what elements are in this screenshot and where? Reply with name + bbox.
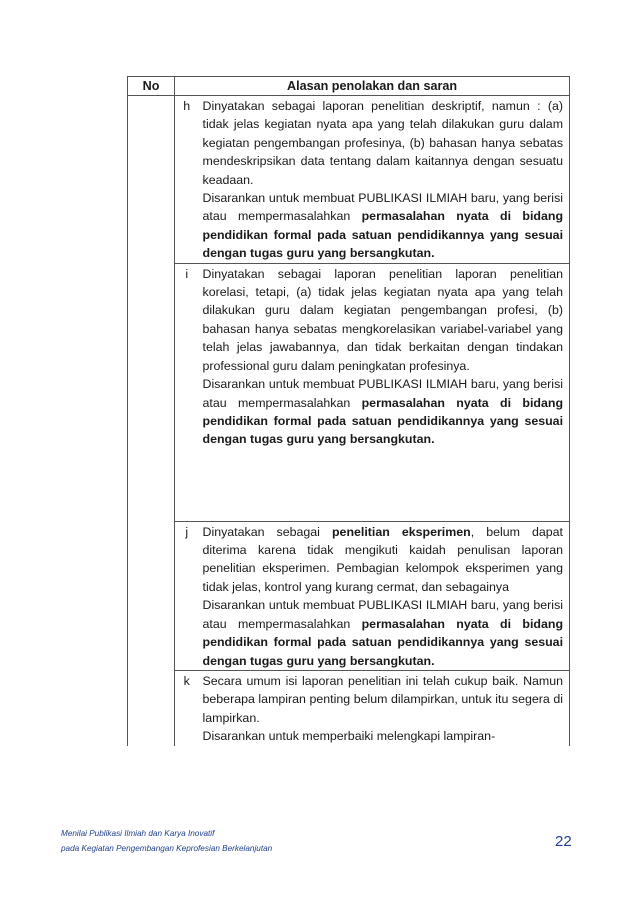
advice-text (203, 189, 564, 263)
advice-bold: permasalahan nyata di bidang pendidikan formal pada satuan pendidikannya yang sesuai dengan tugas guru yang bersangkutan. (202, 616, 564, 668)
row-letter: i (175, 263, 199, 521)
no-cell (128, 96, 175, 746)
table-header-row (128, 77, 570, 96)
header-alasan: Alasan penolakan dan saran (175, 77, 570, 96)
page-number: 22 (555, 833, 572, 850)
row-letter: h (175, 96, 199, 264)
row-content (199, 263, 570, 521)
advice-plain: Disarankan untuk membuat PUBLIKASI ILMIAH baru, yang berisi atau mempermasalahkan (202, 377, 564, 410)
table-row (128, 670, 570, 745)
row-content (199, 96, 570, 264)
row-letter: j (175, 521, 199, 670)
table-row (128, 263, 570, 521)
row-content (199, 670, 570, 745)
table-row (128, 96, 570, 264)
advice-text (203, 375, 564, 449)
row-letter: k (175, 670, 199, 745)
reason-text (203, 523, 564, 597)
rejection-reasons-table (127, 76, 570, 746)
advice-bold: permasalahan nyata di bidang pendidikan formal pada satuan pendidikannya yang sesuai dengan tugas guru yang bersangkutan. (202, 209, 564, 261)
reason-text: Dinyatakan sebagai laporan penelitian deskriptif, namun : (a) tidak jelas kegiatan nyata apa yang telah dilakukan guru dalam kegiatan pengembangan profesinya, (b) bahasan hanya sebatas mendeskripsikan data tentang dalam kaitannya dengan sesuatu keadaan. (202, 99, 564, 187)
reason-text: Secara umum isi laporan penelitian ini telah cukup baik. Namun beberapa lampiran penting belum dilampirkan, untuk itu segera di lampirkan. (202, 673, 564, 725)
advice-plain: Disarankan untuk membuat PUBLIKASI ILMIAH baru, yang berisi atau mempermasalahkan (202, 598, 564, 631)
row-content (199, 521, 570, 670)
reason-text: Dinyatakan sebagai laporan penelitian laporan penelitian korelasi, tetapi, (a) tidak jelas kegiatan nyata apa yang telah dilakukan guru dalam kegiatan pengembangan profesi, (b) bahasan hanya sebatas mengkorelasikan variabel-variabel yang telah jelas jawabannya, dan tidak berkaitan dengan tindakan professional guru dalam peningkatan profesinya. (202, 266, 564, 373)
footer-line-1: Menilai Publikasi Ilmiah dan Karya Inovatif (61, 829, 215, 838)
advice-plain: Disarankan untuk membuat PUBLIKASI ILMIAH baru, yang berisi atau mempermasalahkan (202, 191, 564, 224)
header-no: No (128, 77, 175, 96)
table-row (128, 521, 570, 670)
advice-bold: permasalahan nyata di bidang pendidikan formal pada satuan pendidikannya yang sesuai dengan tugas guru yang bersangkutan. (202, 395, 564, 447)
page-footer (61, 826, 272, 856)
advice-text: Disarankan untuk memperbaiki melengkapi lampiran- (202, 729, 496, 744)
reason-bold: penelitian eksperimen (331, 524, 471, 539)
reason-pre: Dinyatakan sebagai (202, 524, 320, 539)
reason-post: , belum dapat diterima karena tidak mengikuti kaidah penulisan laporan penelitian eksperimen. Pembagian kelompok eksperimen yang tidak jelas, kontrol yang kurang cermat, dan sebagainya (202, 524, 564, 594)
advice-text (203, 596, 564, 670)
footer-line-2: pada Kegiatan Pengembangan Keprofesian Berkelanjutan (61, 844, 273, 853)
